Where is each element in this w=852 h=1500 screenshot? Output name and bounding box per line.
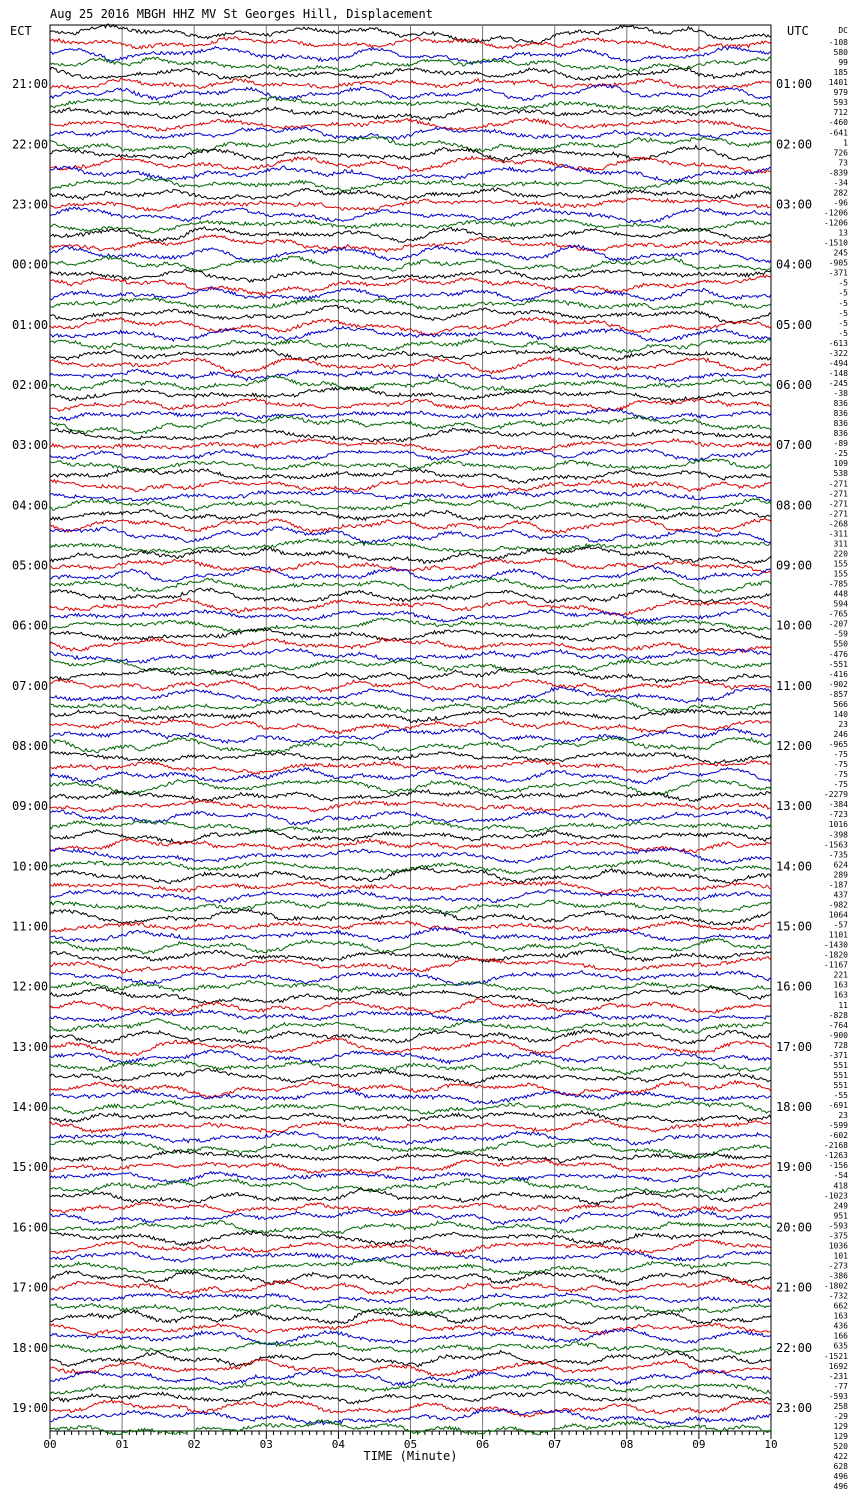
trace-offset-value: 437 (833, 890, 848, 900)
trace-offset-value: 1692 (828, 1361, 848, 1371)
trace-offset-value: 1101 (828, 930, 848, 940)
trace-offset-value: -273 (828, 1261, 848, 1271)
trace-offset-value: -593 (828, 1221, 848, 1231)
left-hour-label: 22:00 (12, 137, 49, 152)
trace-offset-value: -5 (838, 288, 848, 298)
trace-offset-value: 163 (833, 990, 848, 1000)
trace-offset-value: 282 (833, 188, 848, 198)
right-hour-label: 07:00 (776, 438, 813, 453)
trace-offset-value: 418 (833, 1181, 848, 1191)
trace-offset-value: -271 (828, 499, 848, 509)
trace-offset-value: -460 (828, 118, 848, 128)
left-hour-label: 15:00 (12, 1160, 49, 1175)
left-hour-label: 23:00 (12, 197, 49, 212)
trace-offset-value: 163 (833, 1311, 848, 1321)
trace-offset-value: -54 (833, 1171, 848, 1181)
trace-offset-value: 101 (833, 1251, 848, 1261)
trace-offset-value: -494 (828, 358, 848, 368)
trace-offset-value: 1064 (828, 910, 848, 920)
right-hour-label: 04:00 (776, 257, 813, 272)
trace-offset-value: 221 (833, 970, 848, 980)
trace-offset-value: 520 (833, 1442, 848, 1452)
trace-offset-value: 220 (833, 549, 848, 559)
trace-offset-value: -1206 (823, 208, 848, 218)
trace-offset-value: -785 (828, 579, 848, 589)
trace-offset-value: 496 (833, 1482, 848, 1492)
left-hour-label: 16:00 (12, 1220, 49, 1235)
trace-offset-value: 836 (833, 429, 848, 439)
trace-offset-value: 11 (838, 1000, 848, 1010)
x-tick-label: 10 (764, 1438, 778, 1451)
trace-offset-value: 448 (833, 589, 848, 599)
chart-title: Aug 25 2016 MBGH HHZ MV St Georges Hill, Displacement (50, 7, 433, 21)
trace-offset-value: -723 (828, 810, 848, 820)
trace-offset-value: -1820 (823, 950, 848, 960)
trace-offset-value: 551 (833, 1080, 848, 1090)
x-tick-label: 09 (692, 1438, 706, 1451)
trace-offset-value: -1023 (823, 1191, 848, 1201)
trace-offset-value: -5 (838, 328, 848, 338)
trace-offset-value: 23 (838, 719, 848, 729)
trace-offset-value: 249 (833, 1201, 848, 1211)
right-hour-label: 03:00 (776, 197, 813, 212)
right-hour-label: 16:00 (776, 979, 813, 994)
trace-offset-value: -1510 (823, 238, 848, 248)
left-hour-label: 19:00 (12, 1400, 49, 1415)
trace-offset-value: 245 (833, 248, 848, 258)
trace-offset-value: -311 (828, 529, 848, 539)
trace-offset-value: -386 (828, 1271, 848, 1281)
trace-offset-value: -5 (838, 308, 848, 318)
trace-offset-value: -416 (828, 669, 848, 679)
trace-offset-value: 155 (833, 559, 848, 569)
trace-offset-value: -1206 (823, 218, 848, 228)
x-tick-label: 00 (43, 1438, 57, 1451)
left-hour-label: 21:00 (12, 77, 49, 92)
x-axis-label: TIME (Minute) (363, 1449, 458, 1463)
x-tick-label: 04 (331, 1438, 346, 1451)
trace-offset-value: 662 (833, 1301, 848, 1311)
trace-offset-value: -59 (833, 629, 848, 639)
left-hour-label: 13:00 (12, 1039, 49, 1054)
right-hour-label: 15:00 (776, 919, 813, 934)
trace-offset-value: -29 (833, 1411, 848, 1421)
trace-offset-value: -5 (838, 278, 848, 288)
trace-offset-value: 258 (833, 1401, 848, 1411)
left-hour-label: 02:00 (12, 378, 49, 393)
trace-offset-value: -735 (828, 850, 848, 860)
trace-offset-value: -371 (828, 268, 848, 278)
trace-offset-value: -2168 (823, 1141, 848, 1151)
right-hour-label: 23:00 (776, 1400, 813, 1415)
right-hour-label: 10:00 (776, 618, 813, 633)
left-hour-label: 12:00 (12, 979, 49, 994)
trace-offset-value: -271 (828, 489, 848, 499)
trace-offset-value: 726 (833, 148, 848, 158)
x-tick-label: 08 (620, 1438, 634, 1451)
left-hour-label: 05:00 (12, 558, 49, 573)
trace-offset-value: 166 (833, 1331, 848, 1341)
trace-offset-value: -75 (833, 770, 848, 780)
trace-offset-value: -75 (833, 750, 848, 760)
trace-offset-value: -148 (828, 368, 848, 378)
trace-offset-value: 566 (833, 699, 848, 709)
right-hour-label: 18:00 (776, 1100, 813, 1115)
trace-offset-value: 550 (833, 639, 848, 649)
trace-offset-value: 836 (833, 419, 848, 429)
right-hour-label: 21:00 (776, 1280, 813, 1295)
trace-offset-value: 155 (833, 569, 848, 579)
trace-offset-value: -1263 (823, 1151, 848, 1161)
trace-offset-value: -271 (828, 509, 848, 519)
trace-offset-value: -1802 (823, 1281, 848, 1291)
trace-offset-value: -207 (828, 619, 848, 629)
x-tick-label: 03 (259, 1438, 273, 1451)
trace-offset-value: -900 (828, 1030, 848, 1040)
trace-offset-value: -1430 (823, 940, 848, 950)
left-hour-label: 06:00 (12, 618, 49, 633)
trace-offset-value: 635 (833, 1341, 848, 1351)
trace-offset-value: 496 (833, 1472, 848, 1482)
trace-offset-value: 593 (833, 98, 848, 108)
trace-offset-value: -55 (833, 1091, 848, 1101)
trace-offset-value: 594 (833, 599, 848, 609)
trace-offset-value: -641 (828, 128, 848, 138)
trace-offset-value: -765 (828, 609, 848, 619)
trace-offset-value: 23 (838, 1111, 848, 1121)
trace-offset-value: 836 (833, 409, 848, 419)
trace-offset-value: 624 (833, 860, 848, 870)
trace-offset-value: 185 (833, 68, 848, 78)
trace-offset-value: -75 (833, 780, 848, 790)
trace-offset-value: -375 (828, 1231, 848, 1241)
trace-offset-value: 140 (833, 709, 848, 719)
trace-offset-value: 628 (833, 1462, 848, 1472)
trace-offset-value: 1016 (828, 820, 848, 830)
trace-offset-value: 163 (833, 980, 848, 990)
trace-offset-value: 99 (838, 58, 848, 68)
trace-offset-value: -905 (828, 258, 848, 268)
trace-offset-value: 1 (843, 138, 848, 148)
trace-offset-value: -965 (828, 740, 848, 750)
trace-offset-value: 551 (833, 1070, 848, 1080)
trace-offset-value: 580 (833, 48, 848, 58)
right-hour-label: 01:00 (776, 77, 813, 92)
left-hour-label: 11:00 (12, 919, 49, 934)
right-hour-label: 11:00 (776, 678, 813, 693)
trace-offset-value: 1401 (828, 78, 848, 88)
trace-offset-value: -691 (828, 1101, 848, 1111)
trace-offset-value: 289 (833, 870, 848, 880)
offset-scale-label: DC (838, 26, 848, 35)
trace-offset-value: 836 (833, 399, 848, 409)
trace-offset-value: -602 (828, 1131, 848, 1141)
trace-offset-value: -902 (828, 679, 848, 689)
right-hour-label: 22:00 (776, 1340, 813, 1355)
trace-offset-value: -599 (828, 1121, 848, 1131)
trace-offset-value: -57 (833, 920, 848, 930)
right-hour-label: 20:00 (776, 1220, 813, 1235)
trace-offset-value: -371 (828, 1050, 848, 1060)
trace-offset-value: -1563 (823, 840, 848, 850)
trace-offset-value: -764 (828, 1020, 848, 1030)
trace-offset-value: -5 (838, 318, 848, 328)
right-hour-label: 02:00 (776, 137, 813, 152)
left-hour-label: 17:00 (12, 1280, 49, 1295)
trace-offset-value: -89 (833, 439, 848, 449)
trace-offset-value: -34 (833, 178, 848, 188)
trace-offset-value: 109 (833, 459, 848, 469)
trace-offset-value: 951 (833, 1211, 848, 1221)
trace-offset-value: -982 (828, 900, 848, 910)
trace-offset-value: -268 (828, 519, 848, 529)
trace-offset-value: 1036 (828, 1241, 848, 1251)
trace-offset-value: 538 (833, 469, 848, 479)
trace-offset-value: 422 (833, 1452, 848, 1462)
trace-offset-value: -613 (828, 338, 848, 348)
trace-offset-value: 311 (833, 539, 848, 549)
x-tick-label: 02 (187, 1438, 201, 1451)
x-tick-label: 05 (403, 1438, 418, 1451)
trace-offset-value: 436 (833, 1321, 848, 1331)
left-hour-label: 14:00 (12, 1100, 49, 1115)
trace-offset-value: -384 (828, 800, 848, 810)
trace-offset-value: 129 (833, 1431, 848, 1441)
right-hour-label: 08:00 (776, 498, 813, 513)
trace-offset-value: -187 (828, 880, 848, 890)
right-hour-label: 05:00 (776, 317, 813, 332)
trace-offset-value: 129 (833, 1421, 848, 1431)
trace-offset-value: -732 (828, 1291, 848, 1301)
trace-offset-value: -271 (828, 479, 848, 489)
left-hour-label: 10:00 (12, 859, 49, 874)
trace-offset-value: -839 (828, 168, 848, 178)
trace-offset-value: -38 (833, 389, 848, 399)
trace-offset-value: -108 (828, 38, 848, 48)
left-hour-label: 01:00 (12, 317, 49, 332)
right-timezone-label: UTC (787, 24, 809, 38)
trace-offset-value: 246 (833, 729, 848, 739)
left-hour-label: 04:00 (12, 498, 49, 513)
trace-offset-value: -476 (828, 649, 848, 659)
trace-offset-value: -322 (828, 348, 848, 358)
trace-offset-value: -857 (828, 689, 848, 699)
trace-offset-value: 551 (833, 1060, 848, 1070)
trace-offset-value: -1167 (823, 960, 848, 970)
trace-offset-value: -245 (828, 378, 848, 388)
trace-offset-value: -551 (828, 659, 848, 669)
trace-offset-value: -231 (828, 1371, 848, 1381)
trace-offset-value: 979 (833, 88, 848, 98)
trace-offset-value: -156 (828, 1161, 848, 1171)
trace-offset-value: -75 (833, 760, 848, 770)
x-tick-label: 07 (548, 1438, 562, 1451)
left-hour-label: 08:00 (12, 739, 49, 754)
trace-offset-value: -25 (833, 449, 848, 459)
trace-offset-value: -593 (828, 1391, 848, 1401)
right-hour-label: 14:00 (776, 859, 813, 874)
right-hour-label: 17:00 (776, 1039, 813, 1054)
right-hour-label: 09:00 (776, 558, 813, 573)
trace-offset-value: 728 (833, 1040, 848, 1050)
trace-offset-value: -77 (833, 1381, 848, 1391)
trace-offset-value: -96 (833, 198, 848, 208)
trace-offset-value: -828 (828, 1010, 848, 1020)
left-hour-label: 09:00 (12, 799, 49, 814)
left-hour-label: 00:00 (12, 257, 49, 272)
left-hour-label: 07:00 (12, 678, 49, 693)
left-hour-label: 18:00 (12, 1340, 49, 1355)
x-tick-label: 01 (115, 1438, 129, 1451)
trace-offset-value: 13 (838, 228, 848, 238)
trace-offset-value: 712 (833, 108, 848, 118)
right-hour-label: 12:00 (776, 739, 813, 754)
trace-offset-value: -1521 (823, 1351, 848, 1361)
left-timezone-label: ECT (10, 24, 32, 38)
trace-offset-value: -398 (828, 830, 848, 840)
right-hour-label: 13:00 (776, 799, 813, 814)
x-tick-label: 06 (475, 1438, 490, 1451)
trace-offset-value: -2279 (823, 790, 848, 800)
trace-offset-value: -5 (838, 298, 848, 308)
right-hour-label: 19:00 (776, 1160, 813, 1175)
right-hour-label: 06:00 (776, 378, 813, 393)
trace-offset-value: 73 (838, 158, 848, 168)
left-hour-label: 03:00 (12, 438, 49, 453)
